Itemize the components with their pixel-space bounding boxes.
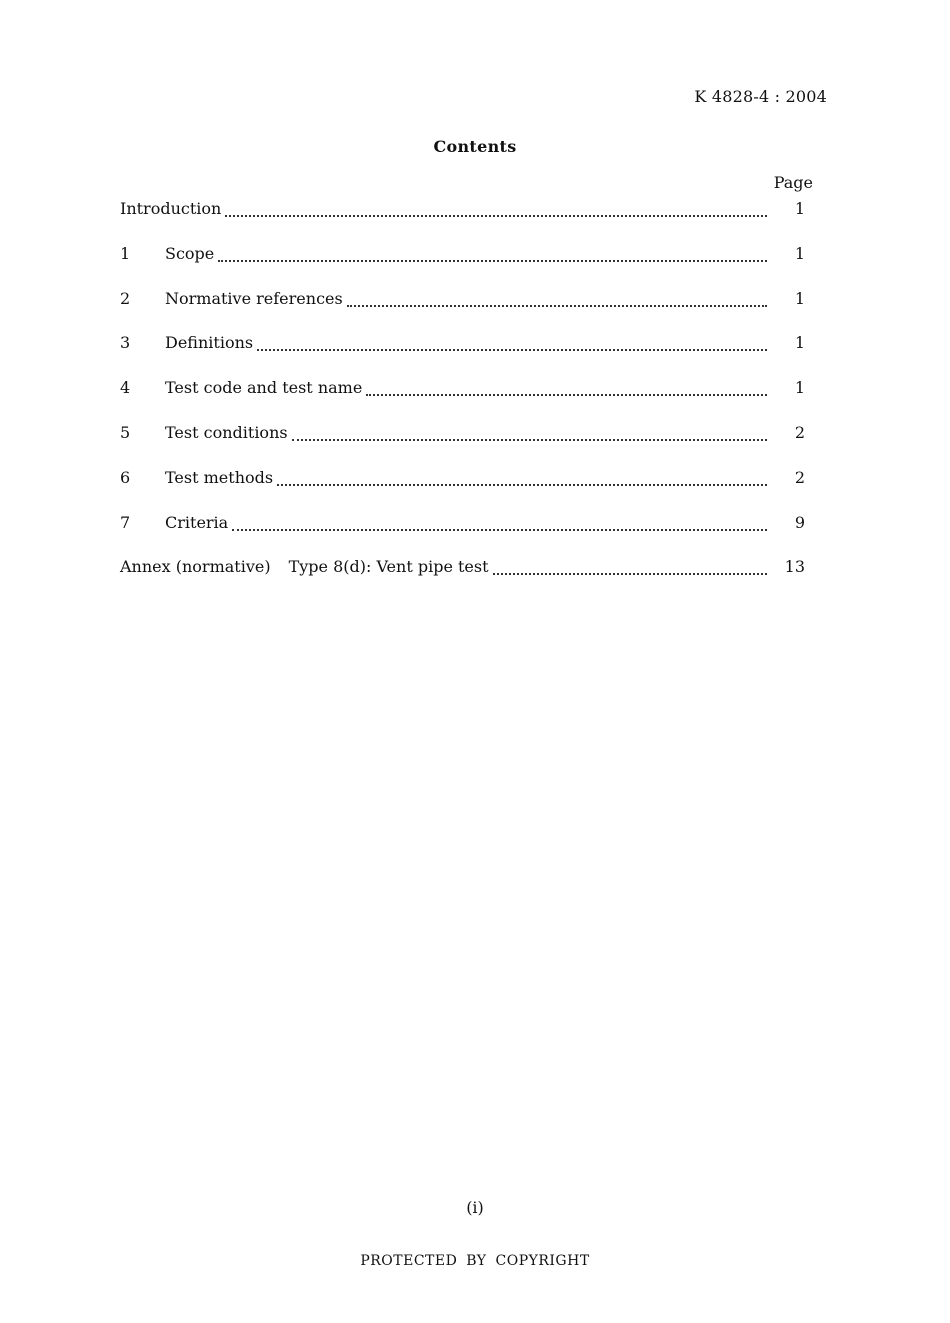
toc-entry-title: Test methods: [165, 467, 274, 487]
toc-dot-leader: [218, 248, 767, 262]
document-code: K 4828-4 : 2004: [694, 87, 827, 106]
toc-entry-number: 4: [120, 378, 131, 398]
toc-entry-number: 7: [120, 512, 131, 532]
toc-entry-title: Test code and test name: [165, 378, 363, 398]
toc-annex-label: Annex (normative): [120, 557, 271, 577]
toc-entry-number: 6: [120, 467, 131, 487]
toc-entry-definitions[interactable]: [120, 333, 805, 355]
toc-entry-criteria[interactable]: [120, 513, 805, 535]
toc-dot-leader: [225, 203, 767, 217]
toc-entry-page: 9: [794, 512, 805, 532]
toc-dot-leader: [232, 517, 767, 531]
toc-entry-title: Definitions: [165, 333, 254, 353]
toc-entry-page: 1: [794, 199, 805, 218]
contents-heading: Contents: [433, 137, 517, 156]
toc-entry-number: 2: [120, 288, 131, 308]
toc-dot-leader: [292, 427, 767, 441]
copyright-notice: PROTECTED BY COPYRIGHT: [360, 1253, 590, 1269]
toc-entry-page: 1: [794, 333, 805, 353]
toc-dot-leader: [347, 293, 767, 307]
toc-entry-test-conditions[interactable]: [120, 423, 805, 445]
toc-entry-page: 2: [794, 467, 805, 487]
toc-entry-title: Introduction: [120, 199, 222, 218]
toc-entry-normative-references[interactable]: [120, 289, 805, 311]
toc-entry-page: 1: [794, 378, 805, 398]
table-of-contents: [120, 199, 805, 602]
toc-entry-page: 13: [784, 557, 805, 577]
toc-entry-title: Type 8(d): Vent pipe test: [288, 557, 489, 577]
toc-entry-annex[interactable]: [120, 557, 805, 579]
toc-entry-title: Test conditions: [165, 422, 288, 442]
toc-entry-scope[interactable]: [120, 244, 805, 266]
toc-entry-introduction[interactable]: [120, 199, 805, 221]
toc-entry-page: 2: [794, 422, 805, 442]
toc-entry-page: 1: [794, 243, 805, 263]
page-column-label: Page: [773, 173, 813, 192]
toc-dot-leader: [257, 337, 767, 351]
toc-entry-test-methods[interactable]: [120, 468, 805, 490]
toc-entry-title: Normative references: [165, 288, 343, 308]
toc-entry-number: 5: [120, 422, 131, 442]
toc-entry-number: 1: [120, 243, 131, 263]
toc-entry-number: 3: [120, 333, 131, 353]
page-number: (i): [466, 1198, 484, 1217]
toc-entry-test-code[interactable]: [120, 378, 805, 400]
toc-entry-title: Scope: [165, 243, 215, 263]
toc-dot-leader: [277, 472, 767, 486]
toc-entry-title: Criteria: [165, 512, 229, 532]
toc-dot-leader: [493, 561, 767, 575]
toc-dot-leader: [366, 382, 767, 396]
toc-entry-page: 1: [794, 288, 805, 308]
